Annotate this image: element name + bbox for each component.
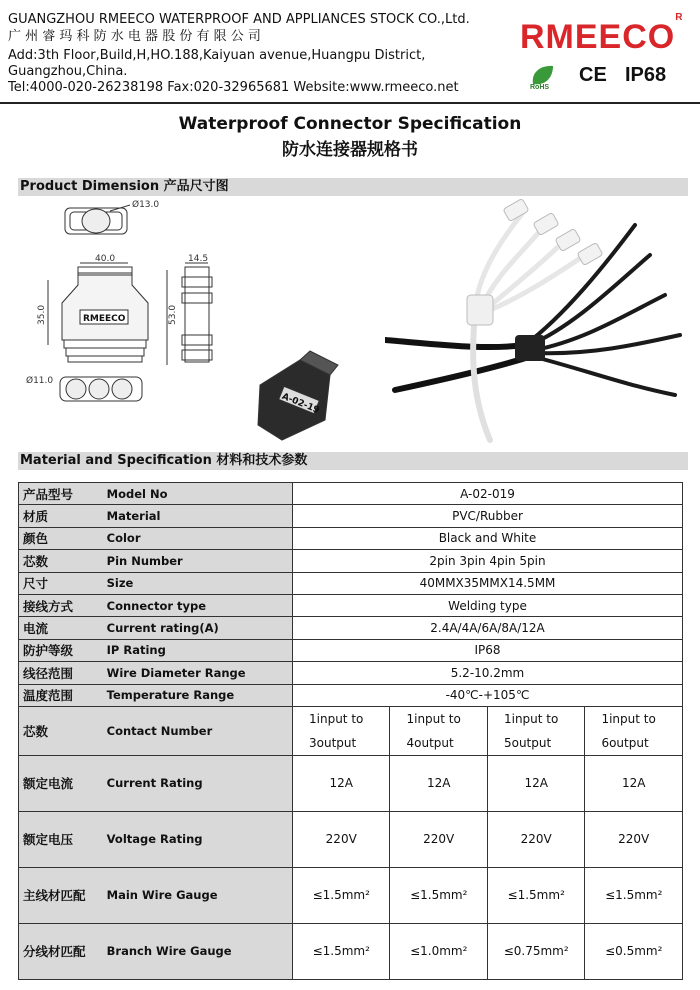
spec-row — [19, 662, 683, 684]
spec-value: Black and White — [293, 527, 683, 549]
spec-label-en: Voltage Rating — [103, 811, 293, 867]
spec-label-en: Branch Wire Gauge — [103, 923, 293, 979]
certifications — [527, 62, 687, 90]
current-cell: 12A — [390, 755, 487, 811]
current-cell: 12A — [487, 755, 584, 811]
spec-label-cn: 材质 — [19, 505, 103, 527]
spec-label-cn: 颜色 — [19, 527, 103, 549]
spec-row — [19, 594, 683, 616]
contact-number-cell: 1input to 5output — [487, 706, 584, 755]
spec-label-cn: 主线材匹配 — [19, 867, 103, 923]
main-cell: ≤1.5mm² — [585, 867, 683, 923]
rmeeco-logo: $RMEECO^R$ — [520, 11, 684, 56]
rohs-leaf-icon — [527, 62, 557, 90]
spec-label-en: Color — [103, 527, 293, 549]
spec-label-cn: 芯数 — [19, 706, 103, 755]
spec-label-en: Main Wire Gauge — [103, 867, 293, 923]
svg-text:53.0: 53.0 — [168, 304, 178, 325]
dimension-drawing — [20, 195, 380, 450]
voltage-cell: 220V — [293, 811, 390, 867]
spec-label-en: Current Rating — [103, 755, 293, 811]
spec-label-cn: 电流 — [19, 617, 103, 639]
spec-row — [19, 527, 683, 549]
company-name-cn: 广 州 睿 玛 科 防 水 电 器 股 份 有 限 公 司 — [8, 29, 261, 44]
product-photo — [385, 195, 685, 450]
spec-row — [19, 572, 683, 594]
spec-value: PVC/Rubber — [293, 505, 683, 527]
company-address-1: Add:3th Floor,Build,H,HO.188,Kaiyuan avenue,Huangpu District, — [8, 48, 426, 63]
spec-row — [19, 550, 683, 572]
spec-label-en: Wire Diameter Range — [103, 662, 293, 684]
spec-value: 5.2-10.2mm — [293, 662, 683, 684]
ce-mark: CE — [579, 64, 607, 86]
current-cell: 12A — [585, 755, 683, 811]
spec-label-cn: 芯数 — [19, 550, 103, 572]
spec-label-cn: 防护等级 — [19, 639, 103, 661]
main-cell: ≤1.5mm² — [487, 867, 584, 923]
spec-value: Welding type — [293, 594, 683, 616]
spec-label-en: Material — [103, 505, 293, 527]
doc-title-en: Waterproof Connector Specification — [178, 114, 522, 134]
voltage-cell: 220V — [585, 811, 683, 867]
doc-title-cn: 防水连接器规格书 — [282, 140, 418, 160]
contact-number-cell: 1input to 4output — [390, 706, 487, 755]
spec-row — [19, 684, 683, 706]
spec-label-en: Current rating(A) — [103, 617, 293, 639]
spec-row — [19, 505, 683, 527]
main-cell: ≤1.5mm² — [293, 867, 390, 923]
section-product-dimension: Product Dimension 产品尺寸图 — [18, 178, 688, 196]
spec-value: -40℃-+105℃ — [293, 684, 683, 706]
spec-value: IP68 — [293, 639, 683, 661]
spec-label-cn: 温度范围 — [19, 684, 103, 706]
spec-label-en: Size — [103, 572, 293, 594]
voltage-cell: 220V — [487, 811, 584, 867]
spec-row-current — [19, 755, 683, 811]
spec-row — [19, 639, 683, 661]
spec-label-cn: 尺寸 — [19, 572, 103, 594]
spec-label-cn: 额定电压 — [19, 811, 103, 867]
company-name-en: GUANGZHOU RMEECO WATERPROOF AND APPLIANCES STOCK CO.,Ltd. — [8, 12, 470, 27]
spec-label-cn: 接线方式 — [19, 594, 103, 616]
section-material-spec: Material and Specification 材料和技术参数 — [18, 452, 688, 470]
svg-text:RMEECO: RMEECO — [83, 314, 126, 324]
spec-label-cn: 线径范围 — [19, 662, 103, 684]
svg-text:Ø11.0: Ø11.0 — [26, 376, 54, 386]
branch-cell: ≤0.5mm² — [585, 923, 683, 979]
spec-value: A-02-019 — [293, 483, 683, 505]
spec-row-main — [19, 867, 683, 923]
contact-number-cell: 1input to 6output — [585, 706, 683, 755]
spec-label-en: IP Rating — [103, 639, 293, 661]
spec-row — [19, 617, 683, 639]
spec-label-en: Model No — [103, 483, 293, 505]
spec-label-cn: 产品型号 — [19, 483, 103, 505]
spec-table — [18, 482, 683, 980]
voltage-cell: 220V — [390, 811, 487, 867]
spec-row-voltage — [19, 811, 683, 867]
branch-cell: ≤0.75mm² — [487, 923, 584, 979]
branch-cell: ≤1.0mm² — [390, 923, 487, 979]
header-divider — [0, 102, 700, 104]
branch-cell: ≤1.5mm² — [293, 923, 390, 979]
contact-number-cell: 1input to 3output — [293, 706, 390, 755]
spec-label-en: Contact Number — [103, 706, 293, 755]
spec-row-branch — [19, 923, 683, 979]
spec-row-contact — [19, 706, 683, 755]
svg-text:RoHS: RoHS — [530, 84, 550, 90]
ip68-mark: IP68 — [625, 64, 667, 86]
main-cell: ≤1.5mm² — [390, 867, 487, 923]
spec-value: 2pin 3pin 4pin 5pin — [293, 550, 683, 572]
company-contact: Tel:4000-020-26238198 Fax:020-32965681 Website:www.rmeeco.net — [8, 80, 459, 95]
svg-text:35.0: 35.0 — [37, 304, 47, 325]
spec-label-en: Connector type — [103, 594, 293, 616]
company-address-2: Guangzhou,China. — [8, 64, 128, 79]
spec-value: 2.4A/4A/6A/8A/12A — [293, 617, 683, 639]
spec-value: 40MMX35MMX14.5MM — [293, 572, 683, 594]
spec-row — [19, 483, 683, 505]
spec-label-en: Pin Number — [103, 550, 293, 572]
svg-text:14.5: 14.5 — [188, 254, 209, 264]
spec-label-en: Temperature Range — [103, 684, 293, 706]
spec-label-cn: 额定电流 — [19, 755, 103, 811]
current-cell: 12A — [293, 755, 390, 811]
svg-text:A-02-19: A-02-19 — [280, 391, 321, 416]
svg-text:Ø13.0: Ø13.0 — [132, 200, 160, 210]
svg-text:40.0: 40.0 — [95, 254, 116, 264]
spec-label-cn: 分线材匹配 — [19, 923, 103, 979]
